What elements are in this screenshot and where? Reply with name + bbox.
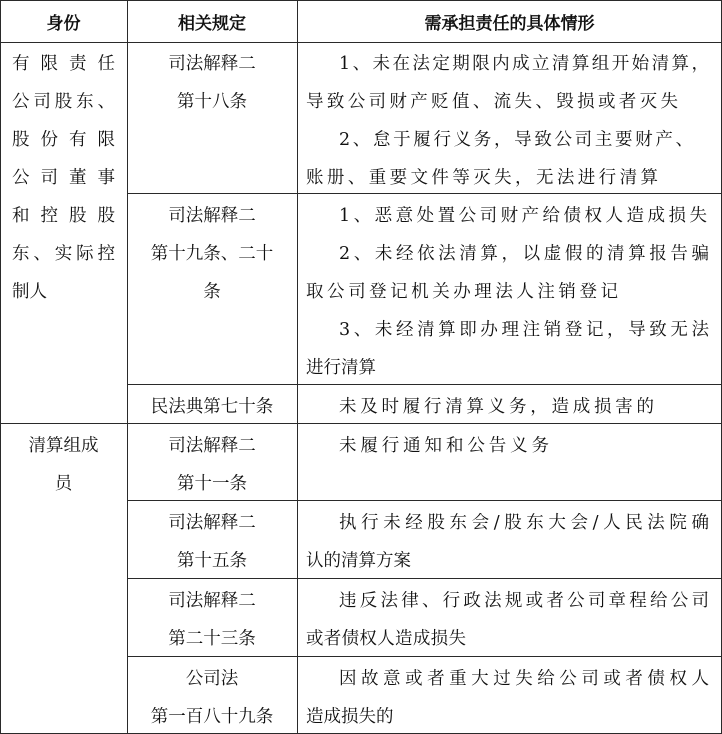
situation-line: 或者债权人造成损失	[306, 629, 466, 649]
identity-line: 股份有限	[12, 130, 115, 150]
rule-line: 司法解释二	[168, 54, 256, 74]
situation-line: 认的清算方案	[306, 551, 411, 571]
header-divider	[0, 42, 722, 43]
rule-line: 司法解释二	[168, 436, 256, 456]
row-divider	[127, 384, 722, 385]
rule-line: 条	[203, 282, 221, 302]
row-divider	[127, 656, 722, 657]
identity-line: 有限责任	[12, 54, 115, 74]
situation-line: 3、未经清算即办理注销登记，导致无法	[339, 320, 709, 340]
situation-line: 造成损失的	[306, 707, 394, 727]
rule-line: 第十一条	[177, 474, 247, 494]
header-situations: 需承担责任的具体情形	[424, 13, 595, 34]
identity-line: 公司董事	[12, 168, 115, 188]
rule-line: 第十八条	[177, 92, 247, 112]
rule-line: 民法典第七十条	[150, 397, 274, 417]
situation-line: 进行清算	[306, 358, 376, 378]
rule-line: 司法解释二	[168, 513, 256, 533]
situation-line: 未履行通知和公告义务	[339, 436, 549, 456]
rule-line: 第十九条、二十	[150, 244, 274, 264]
situation-line: 账册、重要文件等灭失，无法进行清算	[306, 168, 658, 188]
row-divider	[127, 500, 722, 501]
identity-line: 和控股股	[12, 206, 115, 226]
situation-line: 未及时履行清算义务，造成损害的	[339, 397, 654, 417]
header-rules: 相关规定	[178, 13, 246, 34]
situation-line: 导致公司财产贬值、流失、毁损或者灭失	[306, 92, 678, 112]
identity-line: 清算组成	[28, 436, 99, 456]
situation-line: 执行未经股东会/股东大会/人民法院确	[339, 513, 709, 533]
rule-line: 第十五条	[177, 551, 247, 571]
situation-line: 2、怠于履行义务，导致公司主要财产、	[339, 130, 693, 150]
situation-line: 1、未在法定期限内成立清算组开始清算，	[339, 54, 709, 74]
rule-line: 司法解释二	[168, 206, 256, 226]
column-divider	[297, 0, 298, 734]
group-divider	[0, 423, 722, 424]
table-border-left	[0, 0, 1, 734]
rule-line: 第二十三条	[168, 629, 256, 649]
row-divider	[127, 193, 722, 194]
situation-line: 违反法律、行政法规或者公司章程给公司	[339, 591, 709, 611]
rule-line: 公司法	[185, 669, 239, 689]
column-divider	[127, 0, 128, 734]
rule-line: 第一百八十九条	[150, 707, 274, 727]
identity-line: 制人	[12, 282, 47, 302]
situation-line: 2、未经依法清算，以虚假的清算报告骗	[339, 244, 709, 264]
rule-line: 司法解释二	[168, 591, 256, 611]
row-divider	[127, 578, 722, 579]
table-border-top	[0, 0, 722, 1]
header-identity: 身份	[46, 13, 81, 34]
identity-line: 公司股东、	[12, 92, 115, 112]
identity-line: 东、实际控	[12, 244, 115, 264]
identity-line: 员	[54, 474, 73, 494]
situation-line: 因故意或者重大过失给公司或者债权人	[339, 669, 709, 689]
situation-line: 取公司登记机关办理法人注销登记	[306, 282, 618, 302]
situation-line: 1、恶意处置公司财产给债权人造成损失	[339, 206, 707, 226]
